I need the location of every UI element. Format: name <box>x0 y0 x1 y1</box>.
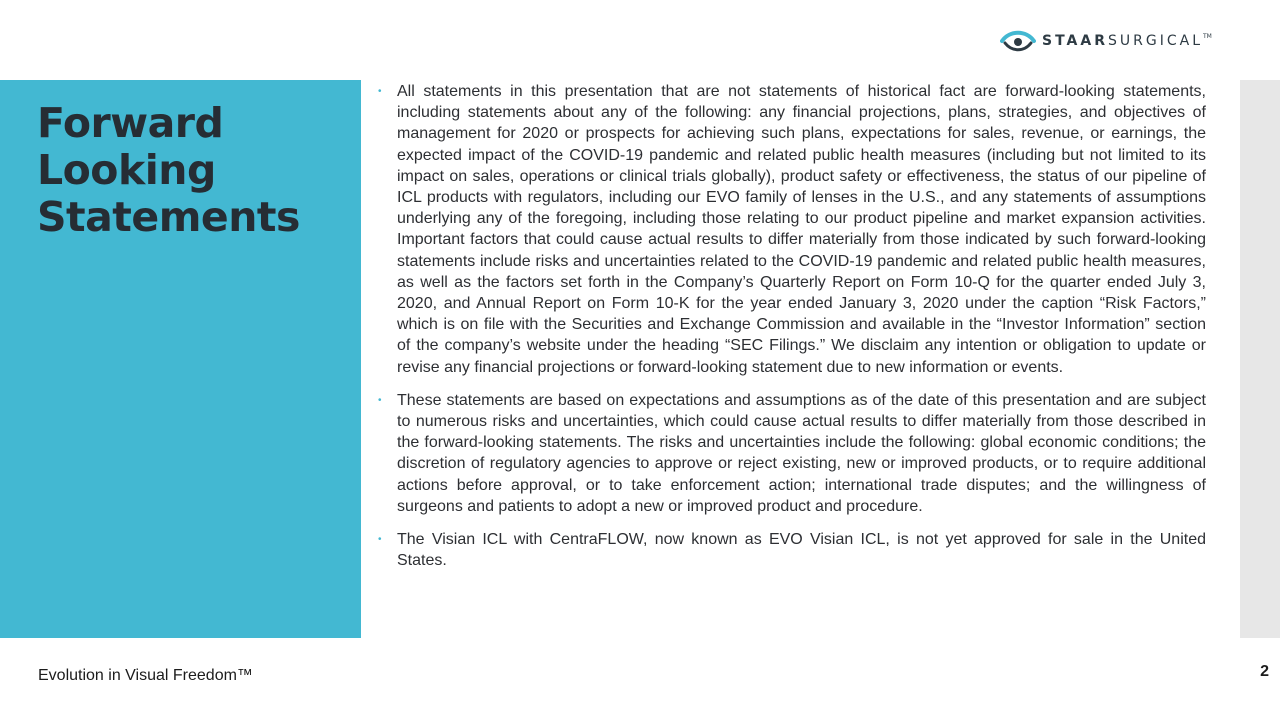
bullet-icon: • <box>378 534 382 546</box>
list-item <box>378 81 1206 378</box>
title-line-2: Looking <box>37 146 216 194</box>
bullet-icon: • <box>378 86 382 97</box>
statement-paragraph-1: All statements in this presentation that are not statements of historical fact are forward-looking statements, including statements about any of the following: any financial projections, plans, strategies, and objectives of management for 2020 or prospects for achieving such plans, expectations for sales, revenue, or earnings, the expected impact of the COVID-19 pandemic and related public health measures (including but not limited to its impact on sales, operations or clinical trials globally), product safety or effectiveness, the status of our pipeline of ICL products with regulators, including our EVO family of lenses in the U.S., and any statements of assumptions underlying any of the foregoing, including those relating to our product pipeline and market expansion activities. Important factors that could cause actual results to differ materially from those indicated by such forward-looking statements include risks and uncertainties related to the COVID-19 pandemic and related public health measures, as well as the factors set forth in the Company’s Quarterly Report on Form 10-Q for the quarter ended July 3, 2020, and Annual Report on Form 10-K for the year ended January 3, 2020 under the caption “Risk Factors,” which is on file with the Securities and Exchange Commission and available in the “Investor Information” section of the company’s website under the heading “SEC Filings.” We disclaim any intention or obligation to update or revise any financial projections or forward-looking statement due to new information or events. <box>397 83 1206 376</box>
footer-tagline: Evolution in Visual Freedom™ <box>38 667 253 684</box>
logo-text-bold: STAAR <box>1042 33 1108 49</box>
list-item <box>378 390 1206 517</box>
title-line-3: Statements <box>37 193 300 241</box>
statement-paragraph-2: These statements are based on expectations and assumptions as of the date of this presentation and are subject to numerous risks and uncertainties, which could cause actual results to differ materially from those described in the forward-looking statements. The risks and uncertainties include the following: global economic conditions; the discretion of regulatory agencies to approve or reject existing, new or improved products, or to require additional actions before approval, or to take enforcement action; international trade disputes; and the willingness of surgeons and patients to adopt a new or improved product and procedure. <box>397 391 1206 515</box>
page-number: 2 <box>1260 663 1269 680</box>
bullet-icon: • <box>378 394 382 406</box>
slide-title <box>37 100 300 241</box>
right-accent-strip <box>1240 80 1280 638</box>
list-item <box>378 529 1206 571</box>
company-logo <box>1000 28 1212 54</box>
logo-wordmark <box>1042 33 1212 49</box>
statement-list <box>378 81 1206 571</box>
title-line-1: Forward <box>37 99 224 147</box>
eye-logo-icon <box>1000 28 1036 54</box>
statement-paragraph-3: The Visian ICL with CentraFLOW, now known as EVO Visian ICL, is not yet approved for sale in the United States. <box>397 531 1206 570</box>
logo-text-light: SURGICAL <box>1108 33 1203 49</box>
logo-trademark: TM <box>1203 33 1212 40</box>
